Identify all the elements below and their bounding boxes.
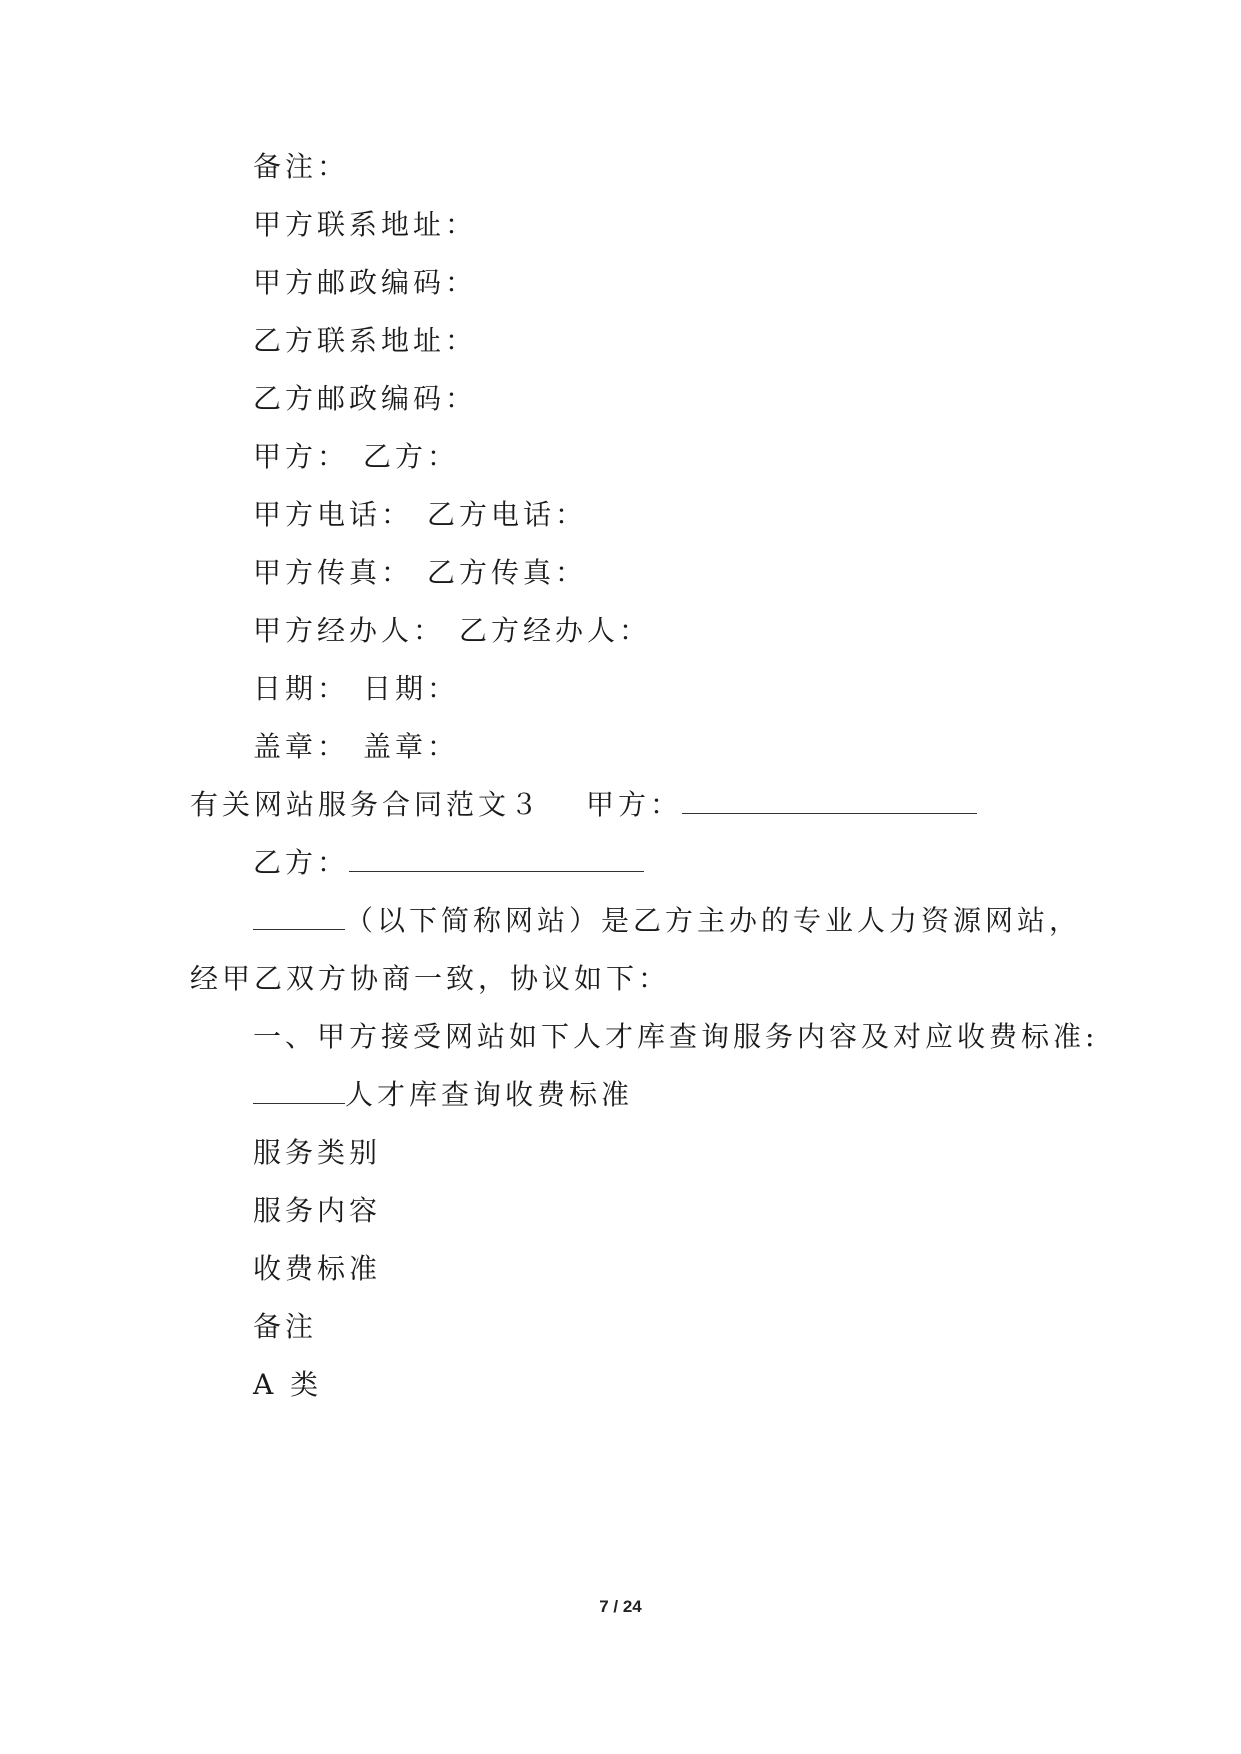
party-b-label: 乙方： [363,440,460,473]
party-a-agent-label: 甲方经办人： [253,614,446,647]
party-b-phone-label: 乙方电话： [427,498,588,531]
phone-line [253,495,587,535]
party-b-date-label: 日期： [363,672,460,705]
party-a-fax-label: 甲方传真： [253,556,414,589]
section-party-b-line [253,843,644,883]
party-b-seal-label: 盖章： [363,730,460,763]
date-line [253,669,459,709]
party-a-address-label: 甲方联系地址： [253,208,478,241]
section-title: 有关网站服务合同范文３ [190,788,543,821]
list-item: 备注 [253,1310,318,1343]
seal-line [253,727,459,767]
party-a-phone-label: 甲方电话： [253,498,414,531]
fax-line [253,553,587,593]
party-a-seal-label: 盖章： [253,730,350,763]
section-party-a-label: 甲方： [586,788,683,821]
party-b-address-label: 乙方联系地址： [253,324,478,357]
website-name-blank [253,905,345,930]
party-b-blank [349,847,644,872]
list-item: 服务内容 [253,1194,382,1227]
clause-one: 一、甲方接受网站如下人才库查询服务内容及对应收费标准: [253,1020,1099,1053]
parties-line [253,437,459,477]
fee-name-blank [253,1079,345,1104]
remark-label: 备注： [253,150,350,183]
party-a-date-label: 日期： [253,672,350,705]
party-b-fax-label: 乙方传真： [427,556,588,589]
party-b-postcode-label: 乙方邮政编码： [253,382,478,415]
party-a-label: 甲方： [253,440,350,473]
intro-line [253,901,1081,941]
agent-line [253,611,651,651]
intro-text: （以下简称网站）是乙方主办的专业人力资源网站， [345,904,1082,937]
intro-continuation: 经甲乙双方协商一致，协议如下： [190,962,671,995]
list-item: 服务类别 [253,1136,382,1169]
list-item: A 类 [253,1368,323,1401]
list-item: 收费标准 [253,1252,382,1285]
section-party-b-label: 乙方： [253,846,350,879]
fee-standard-title: 人才库查询收费标准 [345,1078,634,1111]
party-a-blank [682,789,977,814]
page-number: 7 / 24 [599,1597,642,1616]
section-heading-line [190,785,977,825]
party-b-agent-label: 乙方经办人： [459,614,652,647]
fee-standard-line [253,1075,633,1115]
party-a-postcode-label: 甲方邮政编码： [253,266,478,299]
